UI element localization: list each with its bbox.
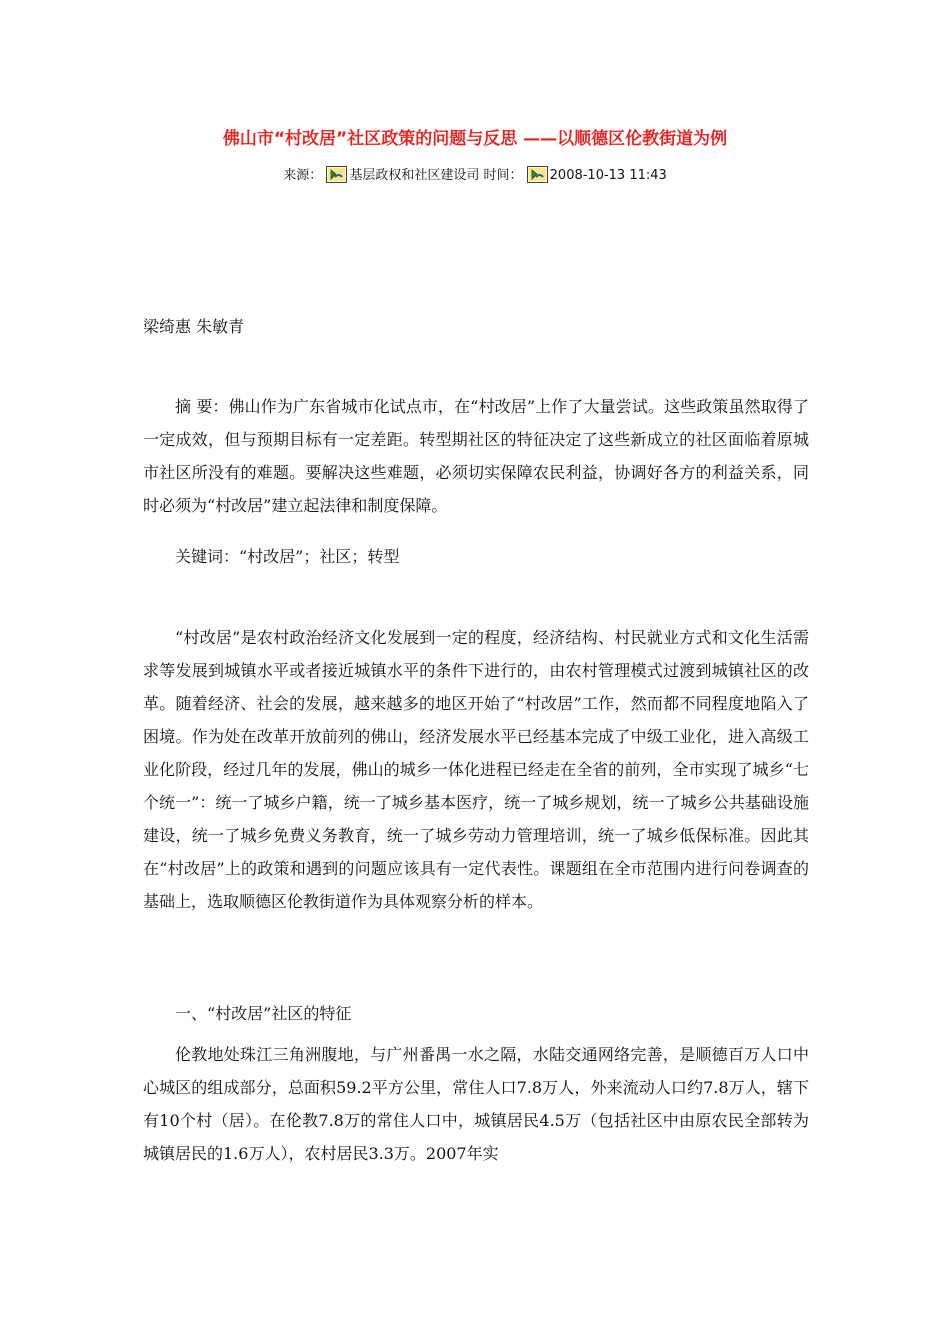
- time-value: 2008-10-13 11:43: [549, 168, 667, 183]
- keywords-line: 关键词：“村改居”；社区；转型: [175, 547, 400, 566]
- time-label: 时间：: [483, 168, 523, 183]
- source-label: 来源：: [283, 168, 323, 183]
- link-image-icon[interactable]: [527, 166, 548, 183]
- article-authors: 梁绮惠 朱敏青: [143, 317, 245, 336]
- body-paragraph-1: “村改居”是农村政治经济文化发展到一定的程度，经济结构、村民就业方式和文化生活需求等发展到城镇水平或者接近城镇水平的条件下进行的，由农村管理模式过渡到城镇社区的改革。随着经济、社会的发展，越来越多的地区开始了“村改居”工作，然而都不同程度地陷入了困境。作为处在改革开放前列的佛山，经济发展水平已经基本完成了中级工业化，进入高级工业化阶段，经过几年的发展，佛山的城乡一体化进程已经走在全省的前列，全市实现了城乡“七个统一”：统一了城乡户籍，统一了城乡基本医疗，统一了城乡规划，统一了城乡公共基础设施建设，统一了城乡免费义务教育，统一了城乡劳动力管理培训，统一了城乡低保标准。因此其在“村改居”上的政策和遇到的问题应该具有一定代表性。课题组在全市范围内进行问卷调查的基础上，选取顺德区伦教街道作为具体观察分析的样本。: [143, 628, 809, 911]
- article-title: 佛山市“村改居”社区政策的问题与反思 ——以顺德区伦教街道为例: [222, 129, 728, 149]
- body-paragraph-2: 伦教地处珠江三角洲腹地，与广州番禺一水之隔，水陆交通网络完善，是顺德百万人口中心城区的组成部分，总面积59.2平方公里，常住人口7.8万人，外来流动人口约7.8万人，辖下有10个村（居）。在伦教7.8万的常住人口中，城镇居民4.5万（包括社区中由原农民全部转为城镇居民的1.6万人），农村居民3.3万。2007年实: [143, 1045, 809, 1163]
- section-heading-1: 一、“村改居”社区的特征: [175, 1004, 352, 1023]
- link-image-icon[interactable]: [326, 166, 347, 183]
- abstract-paragraph: 摘 要：佛山作为广东省城市化试点市，在“村改居”上作了大量尝试。这些政策虽然取得了一定成效，但与预期目标有一定差距。转型期社区的特征决定了这些新成立的社区面临着原城市社区所没有的难题。要解决这些难题，必须切实保障农民利益，协调好各方的利益关系，同时必须为“村改居”建立起法律和制度保障。: [143, 397, 809, 515]
- article-meta: [0, 166, 950, 186]
- source-value: 基层政权和社区建设司: [349, 168, 480, 183]
